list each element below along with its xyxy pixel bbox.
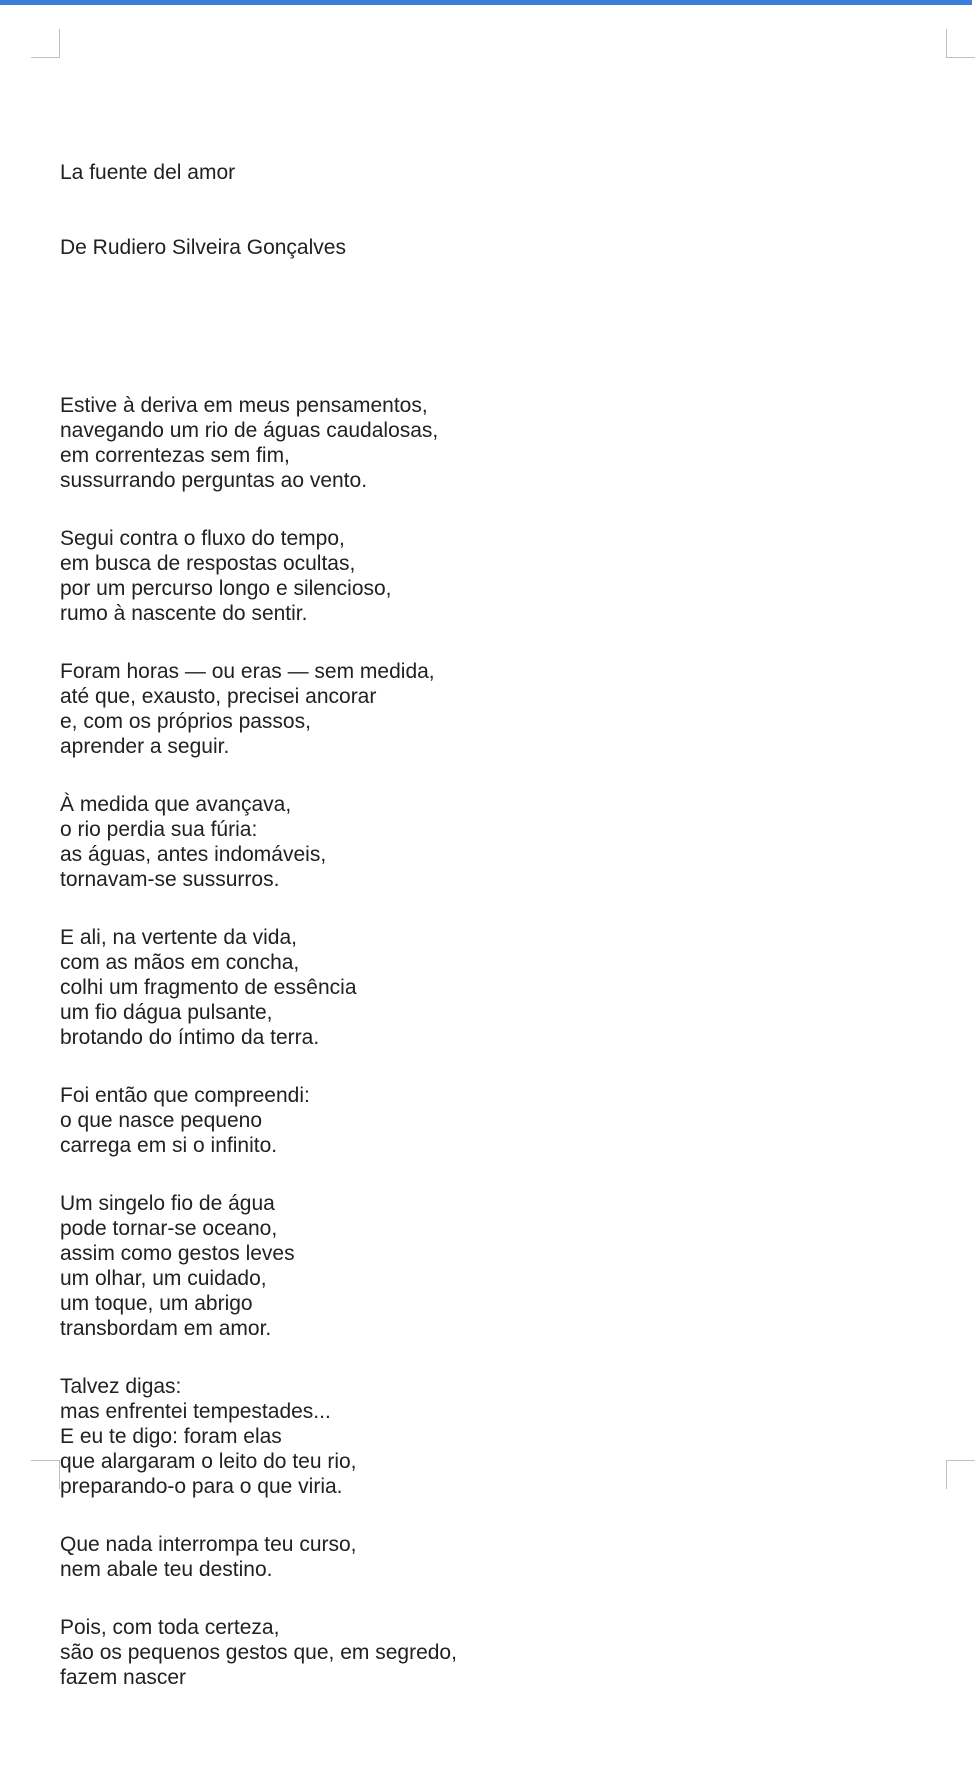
- poem-line: carrega em si o infinito.: [60, 1134, 278, 1157]
- poem-line: que alargaram o leito do teu rio,: [60, 1450, 357, 1473]
- document-author: De Rudiero Silveira Gonçalves: [60, 236, 346, 259]
- poem-line: em busca de respostas ocultas,: [60, 552, 356, 575]
- poem-line: Um singelo fio de água: [60, 1192, 275, 1215]
- poem-line: são os pequenos gestos que, em segredo,: [60, 1641, 457, 1664]
- poem-line: o rio perdia sua fúria:: [60, 818, 258, 841]
- poem-stanza: [60, 526, 920, 626]
- poem-line: À medida que avançava,: [60, 793, 292, 816]
- page-corner-mark-bottom-right: [946, 1460, 975, 1489]
- poem-stanza: [60, 1374, 920, 1499]
- poem-stanza: [60, 393, 920, 493]
- poem-stanza: [60, 1532, 920, 1582]
- document-page[interactable]: [0, 5, 972, 1689]
- poem-line: com as mãos em concha,: [60, 951, 300, 974]
- poem-line: as águas, antes indomáveis,: [60, 843, 327, 866]
- poem-line: Foi então que compreendi:: [60, 1084, 310, 1107]
- poem-stanzas: [60, 393, 920, 1690]
- poem-line: colhi um fragmento de essência: [60, 976, 357, 999]
- poem-line: assim como gestos leves: [60, 1242, 295, 1265]
- poem-line: preparando-o para o que viria.: [60, 1475, 343, 1498]
- poem-line: navegando um rio de águas caudalosas,: [60, 419, 439, 442]
- poem-stanza: [60, 792, 920, 892]
- document-body[interactable]: [60, 60, 920, 1773]
- poem-line: até que, exausto, precisei ancorar: [60, 685, 377, 708]
- poem-line: Foram horas — ou eras — sem medida,: [60, 660, 435, 683]
- poem-line: nem abale teu destino.: [60, 1558, 273, 1581]
- poem-stanza: [60, 1191, 920, 1341]
- poem-line: Pois, com toda certeza,: [60, 1616, 280, 1639]
- page-corner-mark-top-right: [946, 29, 975, 58]
- poem-line: o que nasce pequeno: [60, 1109, 263, 1132]
- page-corner-mark-bottom-left: [31, 1460, 60, 1489]
- poem-line: rumo à nascente do sentir.: [60, 602, 308, 625]
- poem-line: tornavam-se sussurros.: [60, 868, 280, 891]
- poem-line: brotando do íntimo da terra.: [60, 1026, 320, 1049]
- poem-line: Estive à deriva em meus pensamentos,: [60, 394, 428, 417]
- poem-line: e, com os próprios passos,: [60, 710, 311, 733]
- poem-stanza: [60, 1083, 920, 1158]
- poem-line: um toque, um abrigo: [60, 1292, 253, 1315]
- poem-line: um fio dágua pulsante,: [60, 1001, 273, 1024]
- poem-line: transbordam em amor.: [60, 1317, 272, 1340]
- poem-line: pode tornar-se oceano,: [60, 1217, 278, 1240]
- poem-line: por um percurso longo e silencioso,: [60, 577, 392, 600]
- document-title: La fuente del amor: [60, 161, 236, 184]
- poem-stanza: [60, 925, 920, 1050]
- poem-line: mas enfrentei tempestades...: [60, 1400, 331, 1423]
- poem-line: aprender a seguir.: [60, 735, 230, 758]
- poem-stanza: [60, 659, 920, 759]
- page-corner-mark-top-left: [31, 29, 60, 58]
- poem-stanza: [60, 1615, 920, 1690]
- poem-line: E eu te digo: foram elas: [60, 1425, 282, 1448]
- poem-line: Segui contra o fluxo do tempo,: [60, 527, 345, 550]
- poem-line: fazem nascer: [60, 1666, 187, 1689]
- poem-line: em correntezas sem fim,: [60, 444, 290, 467]
- poem-line: Que nada interrompa teu curso,: [60, 1533, 357, 1556]
- poem-line: sussurrando perguntas ao vento.: [60, 469, 368, 492]
- poem-line: Talvez digas:: [60, 1375, 182, 1398]
- poem-line: um olhar, um cuidado,: [60, 1267, 267, 1290]
- title-block: [60, 110, 920, 310]
- poem-line: E ali, na vertente da vida,: [60, 926, 297, 949]
